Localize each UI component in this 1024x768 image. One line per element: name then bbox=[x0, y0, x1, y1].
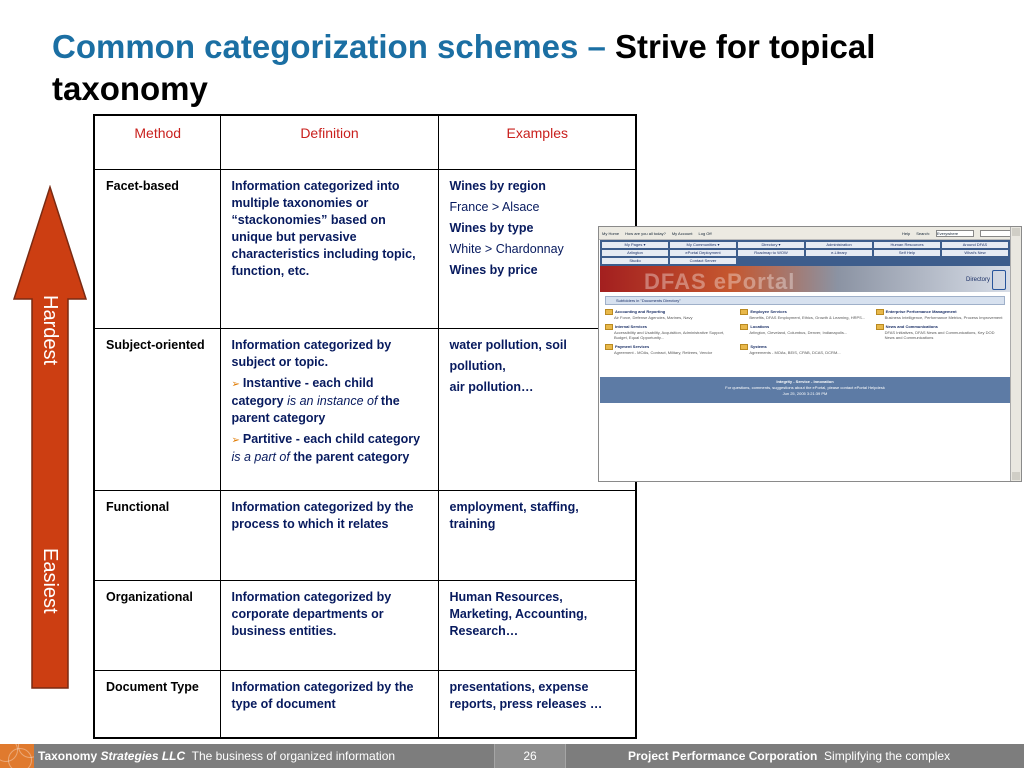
nav-item[interactable]: Self Help bbox=[874, 250, 940, 256]
method-cell: Document Type bbox=[94, 670, 220, 738]
category-item[interactable]: Locations Arlington, Cleveland, Columbus, Denver, Indianapolis... bbox=[740, 324, 869, 340]
definition-cell: Information categorized by the process to which it relates bbox=[220, 490, 438, 580]
subfolders-header: Subfolders in "Documents Directory" bbox=[605, 296, 1005, 305]
categorization-table bbox=[93, 114, 637, 739]
nav-item bbox=[874, 258, 940, 264]
portal-screenshot bbox=[598, 226, 1022, 482]
category-item[interactable]: Payment Services Agreement - MOAs, Contract, Military, Retirees, Vendor bbox=[605, 344, 734, 355]
folder-icon bbox=[605, 344, 613, 350]
bullet-instantive bbox=[232, 375, 428, 427]
example-line: water pollution, soil bbox=[449, 337, 567, 352]
portal-footer bbox=[600, 377, 1010, 403]
category-item[interactable]: News and Communications DFAS Initiatives, DFAS News and Communications, Key DOD News and Communications bbox=[876, 324, 1005, 340]
table-row bbox=[94, 490, 636, 580]
pen-icon bbox=[992, 270, 1006, 290]
home-link[interactable]: My Home bbox=[602, 230, 620, 236]
footer-pattern bbox=[0, 744, 34, 768]
example-line: air pollution… bbox=[449, 379, 534, 394]
nav-item[interactable]: Roadmap to WOW bbox=[738, 250, 804, 256]
definition-cell: Information categorized by corporate departments or business entities. bbox=[220, 580, 438, 670]
table-row bbox=[94, 580, 636, 670]
folder-icon bbox=[740, 309, 748, 315]
bullet-italic: is an instance of bbox=[287, 393, 378, 408]
title-blue: Common categorization schemes – bbox=[52, 28, 606, 65]
example-line: Wines by region bbox=[449, 178, 546, 193]
bullet-italic: is a part of bbox=[231, 449, 290, 464]
examples-cell: employment, staffing, training bbox=[438, 490, 636, 580]
search-scope-select[interactable]: Everywhere bbox=[936, 230, 974, 237]
greeting-text: How are you all today? bbox=[625, 230, 666, 236]
method-cell: Organizational bbox=[94, 580, 220, 670]
account-link[interactable]: My Account bbox=[671, 230, 693, 236]
footer-contact: For questions, comments, suggestions about the ePortal, please contact ePortal Helpdesk bbox=[725, 385, 885, 390]
slide-title bbox=[52, 26, 1012, 110]
header-examples: Examples bbox=[438, 115, 636, 169]
method-cell: Facet-based bbox=[94, 169, 220, 328]
bullet-text: the parent category bbox=[289, 449, 410, 464]
directory-label: Directory bbox=[965, 277, 990, 283]
page-number: 26 bbox=[494, 744, 566, 768]
nav-item[interactable]: What's New bbox=[942, 250, 1008, 256]
footer-motto: Integrity - Service - Innovation bbox=[776, 379, 834, 384]
nav-item bbox=[806, 258, 872, 264]
scroll-down-icon[interactable] bbox=[1012, 472, 1020, 480]
bullet-text: Instantive - each child category bbox=[231, 375, 374, 408]
nav-item[interactable]: Administration bbox=[806, 242, 872, 248]
nav-item[interactable]: My Pages ▾ bbox=[602, 242, 668, 248]
example-subline: White > Chardonnay bbox=[449, 241, 564, 256]
example-subline: France > Alsace bbox=[449, 199, 540, 214]
category-item[interactable]: Systems Agreements - MOAs, BEIS, CPAB, DCAS, DCRM... bbox=[740, 344, 869, 355]
nav-item[interactable]: Directory ▾ bbox=[738, 242, 804, 248]
nav-item[interactable]: Contact Server bbox=[670, 258, 736, 264]
method-cell: Subject-oriented bbox=[94, 328, 220, 490]
folder-icon bbox=[605, 324, 613, 330]
definition-cell: Information categorized by the type of document bbox=[220, 670, 438, 738]
nav-item[interactable]: Studio bbox=[602, 258, 668, 264]
examples-cell: Human Resources, Marketing, Accounting, Research… bbox=[438, 580, 636, 670]
definition-cell: Information categorized into multiple taxonomies or “stackonomies” based on unique but pervasive characteristics including topic, function, etc. bbox=[220, 169, 438, 328]
table-row bbox=[94, 328, 636, 490]
nav-item[interactable]: Human Resources bbox=[874, 242, 940, 248]
scrollbar[interactable] bbox=[1010, 227, 1021, 481]
arrow-bullet-icon: ➢ bbox=[231, 378, 240, 390]
footer-company: Taxonomy Strategies LLC The business of organized information bbox=[38, 749, 396, 763]
method-cell: Functional bbox=[94, 490, 220, 580]
header-definition: Definition bbox=[220, 115, 438, 169]
portal-nav bbox=[600, 240, 1010, 266]
nav-item[interactable]: Around DFAS bbox=[942, 242, 1008, 248]
table-header-row bbox=[94, 115, 636, 169]
bullet-text: Partitive - each child category bbox=[242, 431, 421, 446]
nav-item[interactable]: ePortal Deployment bbox=[670, 250, 736, 256]
category-item[interactable]: Enterprise Performance Management Business Intelligence, Performance Metrics, Process Improvement bbox=[876, 309, 1005, 320]
bullet-text: the parent category bbox=[231, 393, 400, 425]
nav-item[interactable]: Arlington bbox=[602, 250, 668, 256]
category-item[interactable]: Employee Services Benefits, DFAS Employment, Ethics, Growth & Learning, HRPS... bbox=[740, 309, 869, 320]
folder-icon bbox=[740, 324, 748, 330]
example-line: Wines by price bbox=[449, 262, 538, 277]
category-grid bbox=[605, 309, 1005, 355]
nav-item[interactable]: My Communities ▾ bbox=[670, 242, 736, 248]
arrow-bullet-icon: ➢ bbox=[231, 434, 240, 446]
search-label: Search: bbox=[916, 230, 930, 236]
folder-icon bbox=[876, 324, 884, 330]
category-item[interactable]: Accounting and Reporting Air Force, Defense Agencies, Marines, Navy bbox=[605, 309, 734, 320]
hardest-label: Hardest bbox=[39, 295, 61, 366]
portal-toolbar bbox=[599, 227, 1021, 240]
help-link[interactable]: Help bbox=[901, 230, 911, 236]
definition-cell bbox=[220, 328, 438, 490]
easiest-label: Easiest bbox=[39, 548, 61, 614]
definition-text: Information categorized by subject or topic. bbox=[231, 337, 392, 369]
scroll-up-icon[interactable] bbox=[1012, 228, 1020, 236]
table-row bbox=[94, 670, 636, 738]
folder-icon bbox=[605, 309, 613, 315]
examples-cell: presentations, expense reports, press releases … bbox=[438, 670, 636, 738]
category-item[interactable]: Internal Services Accessibility and Usability, Acquisition, Administrative Support, Budget, Equal Opportunity... bbox=[605, 324, 734, 340]
nav-item bbox=[738, 258, 804, 264]
portal-logo: DFAS ePortal bbox=[644, 269, 796, 294]
table-row bbox=[94, 169, 636, 328]
folder-icon bbox=[740, 344, 748, 350]
logoff-link[interactable]: Log Off bbox=[698, 230, 712, 236]
folder-icon bbox=[876, 309, 884, 315]
title-black: Strive for topical taxonomy bbox=[52, 28, 876, 107]
slide-footer bbox=[0, 744, 1024, 768]
footer-timestamp: Jun 25, 2005 3:21:39 PM bbox=[782, 391, 828, 396]
example-line: Wines by type bbox=[449, 220, 534, 235]
nav-item bbox=[942, 258, 1008, 264]
difficulty-arrow bbox=[12, 185, 88, 690]
header-method: Method bbox=[94, 115, 220, 169]
nav-item[interactable]: e-Library bbox=[806, 250, 872, 256]
example-line: pollution, bbox=[449, 358, 506, 373]
bullet-partitive bbox=[232, 431, 428, 466]
footer-partner: Project Performance Corporation Simplifying the complex bbox=[628, 749, 951, 763]
portal-banner bbox=[600, 266, 1010, 292]
